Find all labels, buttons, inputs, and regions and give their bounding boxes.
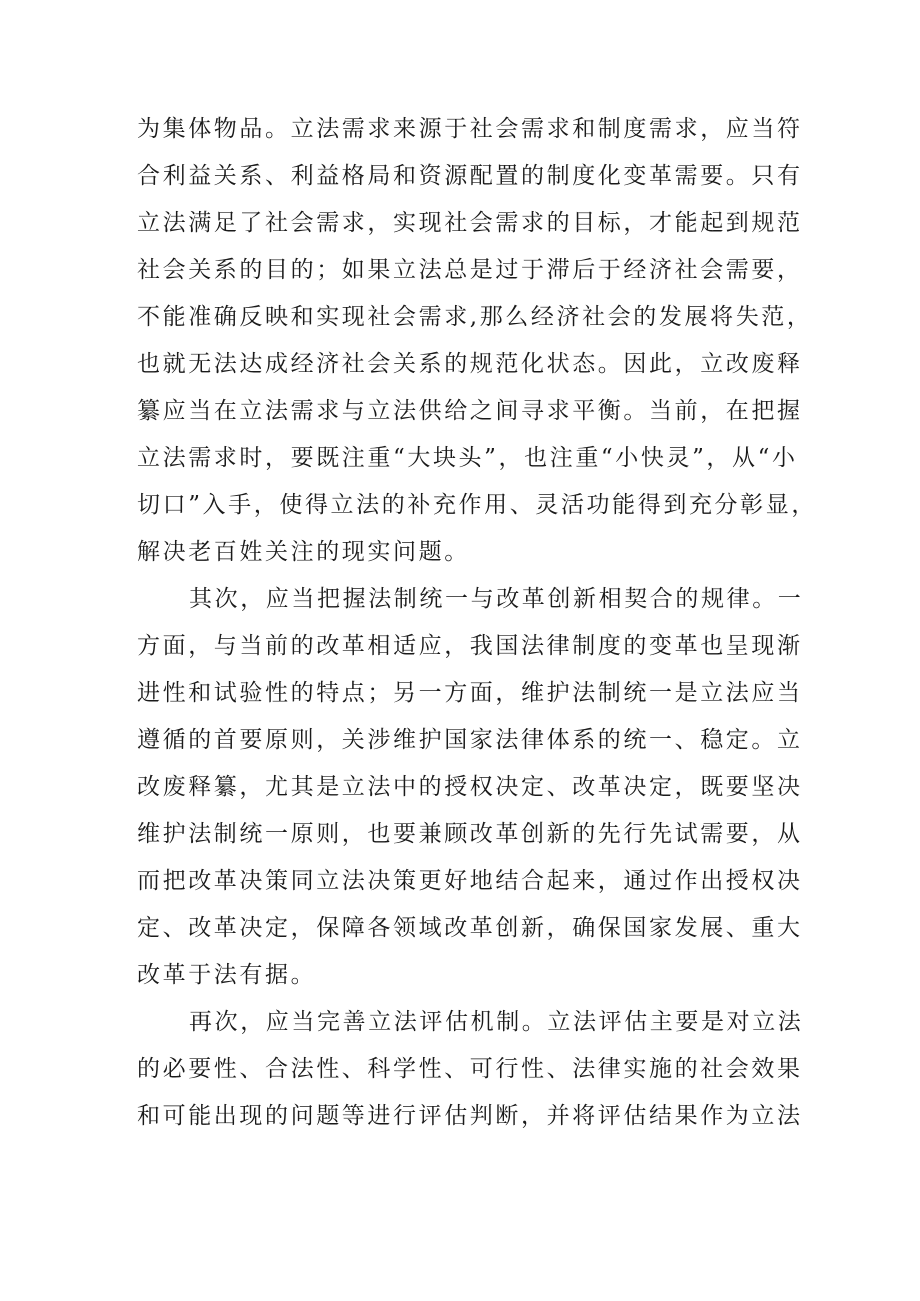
text-line: 方面，与当前的改革相适应，我国法律制度的变革也呈现渐 <box>137 633 803 659</box>
text-line: 为集体物品。立法需求来源于社会需求和制度需求，应当符 <box>137 116 803 142</box>
text-line: 解决老百姓关注的现实问题。 <box>137 539 470 565</box>
text-line: 定、改革决定，保障各领域改革创新，确保国家发展、重大 <box>137 915 803 941</box>
text-line: 改废释纂，尤其是立法中的授权决定、改革决定，既要坚决 <box>137 774 803 800</box>
text-line: 合利益关系、利益格局和资源配置的制度化变革需要。只有 <box>137 163 803 189</box>
paragraph-first-line: 再次，应当完善立法评估机制。立法评估主要是对立法 <box>189 1009 804 1035</box>
text-line: 和可能出现的问题等进行评估判断，并将评估结果作为立法 <box>137 1103 803 1129</box>
text-line: 立法需求时，要既注重“大块头”，也注重“小快灵”，从“小 <box>137 445 798 471</box>
text-line: 切口”入手，使得立法的补充作用、灵活功能得到充分彰显， <box>137 492 817 518</box>
text-line: 纂应当在立法需求与立法供给之间寻求平衡。当前，在把握 <box>137 398 803 424</box>
document-body <box>137 106 817 1140</box>
text-line: 维护法制统一原则，也要兼顾改革创新的先行先试需要，从 <box>137 821 803 847</box>
text-line: 进性和试验性的特点；另一方面，维护法制统一是立法应当 <box>137 680 803 706</box>
text-line: 改革于法有据。 <box>137 962 317 988</box>
text-line: 社会关系的目的；如果立法总是过于滞后于经济社会需要， <box>137 257 803 283</box>
text-line: 而把改革决策同立法决策更好地结合起来，通过作出授权决 <box>137 868 803 894</box>
text-line: 立法满足了社会需求，实现社会需求的目标，才能起到规范 <box>137 210 803 236</box>
text-line: 的必要性、合法性、科学性、可行性、法律实施的社会效果 <box>137 1056 803 1082</box>
text-line: 也就无法达成经济社会关系的规范化状态。因此，立改废释 <box>137 351 803 377</box>
text-line: 不能准确反映和实现社会需求,那么经济社会的发展将失范， <box>137 304 813 330</box>
text-line: 遵循的首要原则，关涉维护国家法律体系的统一、稳定。立 <box>137 727 803 753</box>
paragraph-first-line: 其次，应当把握法制统一与改革创新相契合的规律。一 <box>189 586 804 612</box>
